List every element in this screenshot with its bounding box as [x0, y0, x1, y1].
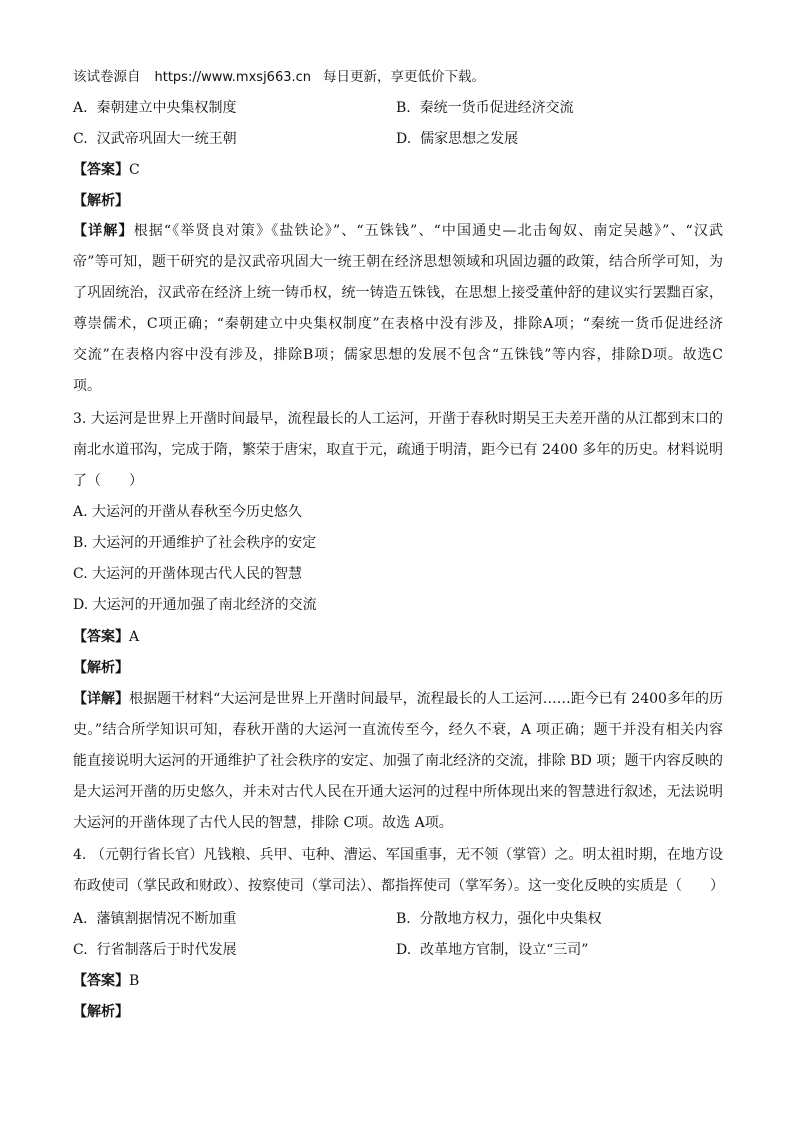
q4-option-b[interactable]: B. 分散地方权力，强化中央集权 [396, 911, 602, 927]
q4-option-d[interactable]: D. 改革地方官制，设立“三司” [396, 942, 589, 958]
q4-answer: 【答案】B [73, 973, 140, 989]
q3-option-c[interactable]: C. 大运河的开凿体现古代人民的智慧 [73, 566, 303, 582]
answer-value: C [129, 162, 140, 178]
q3-option-a[interactable]: A. 大运河的开凿从春秋至今历史悠久 [73, 504, 303, 520]
q3-answer: 【答案】A [73, 629, 140, 645]
q4-option-a[interactable]: A. 藩镇割据情况不断加重 [73, 911, 237, 927]
q2-option-a[interactable]: A. 秦朝建立中央集权制度 [73, 100, 237, 116]
q4-option-c[interactable]: C. 行省制落后于时代发展 [73, 942, 237, 958]
q2-answer [73, 160, 723, 180]
q4-stem: 4. （元朝行省长官）凡钱粮、兵甲、屯种、漕运、军国重事，无不领（掌管）之。明太祖时期，在地方设 布政使司（掌民政和财政）、按察使司（掌司法）、都指挥使司（掌军务）。这一变化反映的实质是（ ） [73, 847, 724, 894]
q2-option-d[interactable]: D. 儒家思想之发展 [396, 131, 519, 147]
q3-option-b[interactable]: B. 大运河的开通维护了社会秩序的安定 [73, 535, 317, 551]
q3-option-d[interactable]: D. 大运河的开通加强了南北经济的交流 [73, 597, 317, 613]
header-suffix: 每日更新，享更低价下载。 [323, 69, 486, 85]
detail-tag: 【详解】 [73, 691, 130, 707]
source-url-link[interactable]: https://www.mxsj663.cn [154, 70, 312, 85]
source-header [73, 67, 723, 88]
answer-value: A [129, 629, 140, 645]
q2-detail: 【详解】根据“《举贤良对策》《盐铁论》”、“五铢钱”、“中国通史—北击匈奴、南定吴越》”、“汉武 帝”等可知，题干研究的是汉武帝巩固大一统王朝在经济思想领域和巩固边疆的政策，结合所学可知，为 了巩固统治，汉武帝在经济上统一铸币权，统一铸造五铢钱，在思想上接受董仲舒的建议实行罢黜百家， 尊崇儒术，C项正确；“秦朝建立中央集权制度”在表格中没有涉及，排除A项；“秦统一货币促进经济 交流”在表格内容中没有涉及，排除B项；儒家思想的发展不包含“五铢钱”等内容，排除D项。故选C 项。 [73, 223, 723, 394]
answer-tag: 【答案】 [73, 162, 129, 178]
header-prefix: 该试卷源自 [73, 69, 141, 85]
q3-detail: 【详解】根据题干材料“大运河是世界上开凿时间最早，流程最长的人工运河……距今已有 2400多年的历 史。”结合所学知识可知，春秋开凿的大运河一直流传至今，经久不衰，A 项正确；题干并没有相关内容 能直接说明大运河的开通维护了社会秩序的安定、加强了南北经济的交流，排除 BD 项；题干内容反映的 是大运河开凿的历史悠久，并未对古代人民在开通大运河的过程中所体现出来的智慧进行叙述，无法说明 大运河的开凿体现了古代人民的智慧，排除 C项。故选 A项。 [73, 691, 724, 831]
q2-option-c[interactable]: C. 汉武帝巩固大一统王朝 [73, 131, 237, 147]
answer-value: B [129, 973, 140, 989]
detail-tag: 【详解】 [73, 223, 134, 239]
q2-option-b[interactable]: B. 秦统一货币促进经济交流 [396, 100, 574, 116]
q4-analysis-heading: 【解析】 [73, 1004, 129, 1020]
q3-stem: 3. 大运河是世界上开凿时间最早，流程最长的人工运河，开凿于春秋时期吴王夫差开凿的从江都到末口的 南北水道邗沟，完成于隋，繁荣于唐宋，取直于元，疏通于明清，距今已有 2400 多年的历史。材料说明 了（ ） [73, 411, 723, 489]
q2-analysis-heading: 【解析】 [73, 193, 129, 209]
q3-analysis-heading: 【解析】 [73, 660, 129, 676]
